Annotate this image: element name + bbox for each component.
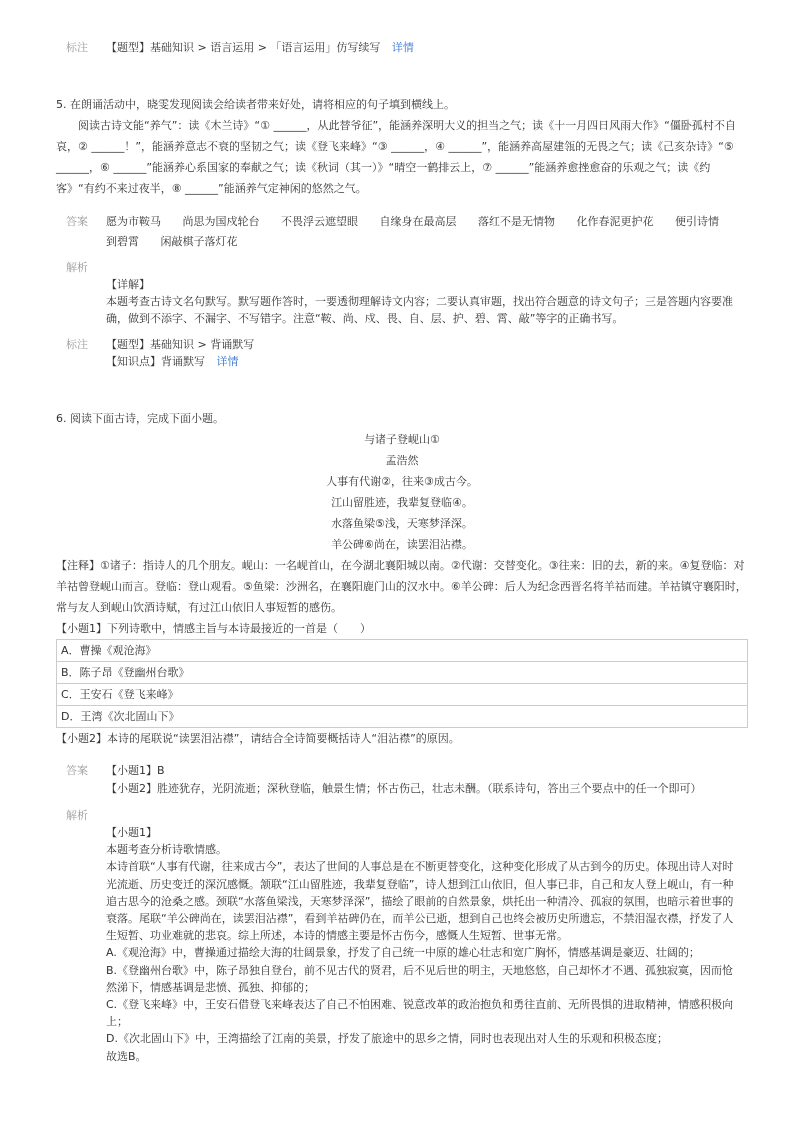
answer-item: 化作春泥更护花 (576, 215, 654, 228)
explain-body: 本题考查古诗文名句默写。默写题作答时，一要透彻理解诗文内容；二要认真审题，找出符合题意的诗文句子；三是答题内容要准确，做到不添字、不漏字、不写错字。注意“鞍、尚、戍、畏、自、层、护、碧、霄、敲”等字的正确书写。 (106, 295, 733, 326)
question-stem: 5. 在朗诵活动中，晓雯发现阅读会给读者带来好处，请将相应的句子填到横线上。 (56, 98, 455, 111)
detail-link[interactable]: 详情 (216, 355, 239, 368)
option-c[interactable]: C．王安石《登飞来峰》 (56, 684, 748, 706)
answer-label: 答案 (66, 764, 88, 777)
poem-note: 【注释】①诸子：指诗人的几个朋友。岘山：一名岘首山，在今湖北襄阳城以南。②代谢：交替变化。③往来：旧的去，新的来。④复登临：对羊祜曾登岘山而言。登临：登山观看。⑤鱼梁：沙洲名，在襄阳鹿门山的汉水中。⑥羊公碑：后人为纪念西晋名将羊祜而建。羊祜镇守襄阳时，常与友人到岘山饮酒诗赋，有过江山依旧人事短暂的感伤。 (56, 559, 747, 614)
answer-item: 闲敲棋子落灯花 (160, 235, 238, 248)
poem-line: 人事有代谢②，往来③成古今。 (326, 475, 478, 488)
explain-row-6 (66, 806, 744, 826)
options-table (56, 639, 748, 728)
tag-row-2 (66, 336, 744, 370)
explain-row-5 (66, 258, 744, 278)
answer-label: 答案 (66, 215, 88, 228)
answer-row-6 (66, 762, 744, 798)
option-a[interactable]: A．曹操《观沧海》 (56, 639, 748, 662)
answer-item: 自缘身在最高层 (379, 215, 457, 228)
answer-list (104, 212, 726, 252)
poem-line: 水落鱼梁⑤浅，天寒梦泽深。 (331, 517, 473, 530)
explain-line: A.《观沧海》中，曹操通过描绘大海的壮阔景象，抒发了自己统一中原的雄心壮志和宽广胸怀，情感基调是豪迈、壮阔的； (106, 946, 700, 960)
poem-title: 与诸子登岘山① (364, 433, 440, 446)
question-6 (56, 408, 748, 749)
tag-text: 【题型】基础知识 > 语言运用 > 「语言运用」仿写续写 (106, 41, 381, 54)
answer-2: 【小题2】胜迹犹存，光阴流逝；深秋登临，触景生情；怀古伤己，壮志未酬。（联系诗句，答出三个要点中的任一个即可） (106, 782, 702, 795)
explain-line: C.《登飞来峰》中，王安石借登飞来峰表达了自己不怕困难、锐意改革的政治抱负和勇往直前、无所畏惧的进取精神，情感积极向上； (106, 998, 734, 1029)
question-paragraph: 阅读古诗文能“养气”：读《木兰诗》“① ______，从此替爷征”，能涵养深明大义的担当之气；读《十一月四日风雨大作》“僵卧孤村不自哀，② ______！”，能涵养意志不衰的坚韧之气；读《登飞来峰》“③ ______，④ ______”，能涵养高屋建瓴的无畏之气；读《己亥杂诗》“⑤ ______，⑥ ______”能涵养心系国家的奉献之气；读《秋词（其一）》“晴空一鹤排云上，⑦ ______”能涵养愈挫愈奋的乐观之气；读《约客》“有约不来过夜半，⑧ ______”能涵养气定神闲的悠然之气。 (56, 119, 736, 195)
explain-block-6 (106, 824, 734, 1065)
tag-row-1 (66, 38, 744, 58)
tag-label: 标注 (66, 41, 88, 54)
option-d[interactable]: D．王湾《次北固山下》 (56, 706, 748, 728)
answer-item: 尚思为国戍轮台 (182, 215, 260, 228)
answer-item: 不畏浮云遮望眼 (281, 215, 358, 228)
answer-row-5 (66, 212, 744, 252)
answer-1: 【小题1】B (106, 764, 165, 777)
answer-item: 落红不是无情物 (478, 215, 555, 228)
answer-item: 便引诗情到碧霄 (106, 215, 719, 248)
poem-line: 江山留胜迹，我辈复登临④。 (331, 496, 473, 509)
sub-question-1: 【小题1】下列诗歌中，情感主旨与本诗最接近的一首是（ ） (56, 622, 371, 635)
poem-line: 羊公碑⑥尚在，读罢泪沾襟。 (331, 538, 473, 551)
explain-line: 故选B。 (106, 1049, 147, 1063)
knowledge-point: 【知识点】背诵默写 (106, 355, 205, 368)
sub-question-2: 【小题2】本诗的尾联说“读罢泪沾襟”，请结合全诗简要概括诗人“泪沾襟”的原因。 (56, 732, 460, 745)
detail-link[interactable]: 详情 (391, 41, 414, 54)
explain-line: B.《登幽州台歌》中，陈子昂独自登台，前不见古代的贤君，后不见后世的明主，天地悠悠，自己却怀才不遇、孤独寂寞，因而怆然涕下，情感基调是悲愤、孤独、抑郁的； (106, 963, 734, 994)
explain-label: 解析 (66, 261, 88, 274)
explain-head: 【小题1】 (106, 826, 157, 839)
explain-head: 【详解】 (106, 278, 150, 291)
explain-line: 本诗首联“人事有代谢，往来成古今”，表达了世间的人事总是在不断更替变化，这种变化形成了从古到今的历史。体现出诗人对时光流逝、历史变迁的深沉感慨。颔联“江山留胜迹，我辈复登临”，诗人想到江山依旧，但人事已非，自己和友人登上岘山，有一种追古思今的沧桑之感。颈联“水落鱼梁浅，天寒梦泽深”，描绘了眼前的自然景象，烘托出一种清冷、孤寂的氛围，也暗示着世事的衰落。尾联“羊公碑尚在，读罢泪沾襟”，看到羊祜碑仍在，而羊公已逝，想到自己也终会被历史所遗忘，不禁泪湿衣襟，抒发了人生短暂、功业难就的悲哀。综上所述，本诗的情感主要是怀古伤今，感慨人生短暂、世事无常。 (106, 860, 734, 943)
explain-line: 本题考查分析诗歌情感。 (106, 843, 227, 857)
explain-label: 解析 (66, 809, 88, 822)
option-b[interactable]: B．陈子昂《登幽州台歌》 (56, 662, 748, 684)
question-stem: 6. 阅读下面古诗，完成下面小题。 (56, 412, 224, 425)
explain-line: D.《次北固山下》中，王湾描绘了江南的美景，抒发了旅途中的思乡之情，同时也表现出对人生的乐观和积极态度； (106, 1032, 668, 1046)
question-5 (56, 94, 748, 199)
tag-label: 标注 (66, 338, 88, 351)
poem-author: 孟浩然 (385, 454, 419, 467)
answer-item: 愿为市鞍马 (106, 215, 161, 228)
tag-type: 【题型】基础知识 > 背诵默写 (106, 338, 255, 351)
explain-block-5 (106, 276, 734, 328)
